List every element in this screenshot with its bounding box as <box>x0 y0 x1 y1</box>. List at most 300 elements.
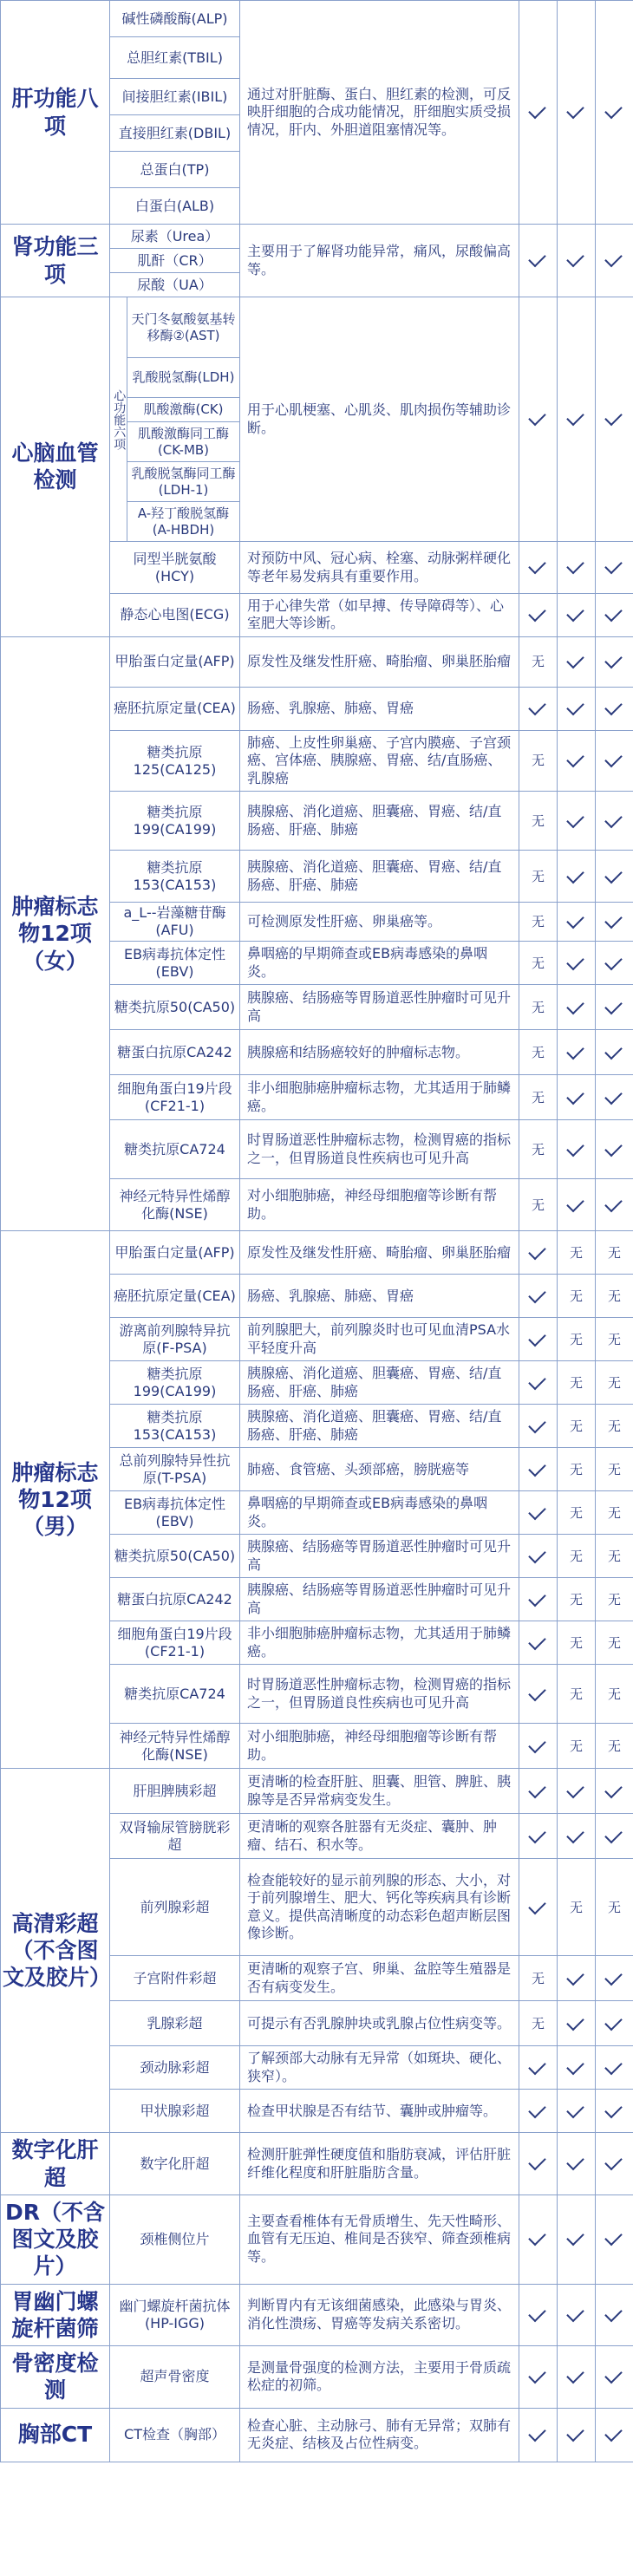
category-cell: 胃幽门螺旋杆菌筛 <box>1 2284 110 2346</box>
none-mark: 无 <box>607 1461 621 1477</box>
item-name: EB病毒抗体定性(EBV) <box>110 942 240 985</box>
item-name: 糖类抗原153(CA153) <box>110 1405 240 1448</box>
package-mark <box>596 1491 633 1535</box>
item-name: 甲状腺彩超 <box>110 2090 240 2133</box>
item-name: 细胞角蛋白19片段(CF21-1) <box>110 1075 240 1120</box>
package-mark <box>519 730 558 791</box>
package-mark <box>596 903 633 942</box>
package-mark <box>519 297 558 542</box>
item-description: 前列腺肥大，前列腺炎时也可见血清PSA水平轻度升高 <box>240 1318 519 1361</box>
check-icon <box>529 1686 548 1699</box>
package-mark <box>596 1621 633 1665</box>
package-mark <box>596 1179 633 1231</box>
package-mark <box>558 225 596 297</box>
check-icon <box>567 2231 586 2243</box>
item-description: 通过对肝脏酶、蛋白、胆红素的检测，可反映肝细胞的合成功能情况，肝细胞实质受损情况，肝内、外胆道阻塞情况等。 <box>240 1 519 225</box>
item-description: 时胃肠道恶性肿瘤标志物，检测胃癌的指标之一，但胃肠道良性疾病也可见升高 <box>240 1120 519 1179</box>
item-name: 超声骨密度 <box>110 2346 240 2409</box>
item-name: 乳腺彩超 <box>110 2001 240 2046</box>
check-icon <box>529 1332 548 1344</box>
item-name: 肌酸激酶同工酶(CK-MB) <box>127 422 240 462</box>
check-icon <box>529 411 548 423</box>
none-mark: 无 <box>569 1634 583 1651</box>
check-icon <box>567 813 586 825</box>
item-name: 肌酐（CR） <box>110 249 240 273</box>
package-mark <box>519 1724 558 1769</box>
package-mark <box>596 1405 633 1448</box>
none-mark: 无 <box>531 868 545 884</box>
check-icon <box>567 2307 586 2319</box>
table-row <box>1 297 633 358</box>
check-icon <box>605 1045 624 1057</box>
check-icon <box>529 1549 548 1561</box>
item-name: 乳酸脱氢酶同工酶(LDH-1) <box>127 462 240 502</box>
check-icon <box>567 2369 586 2381</box>
package-mark <box>519 851 558 903</box>
check-icon <box>605 955 624 968</box>
none-mark: 无 <box>607 1504 621 1521</box>
package-mark <box>558 1030 596 1075</box>
none-mark: 无 <box>569 1374 583 1391</box>
check-icon <box>605 2155 624 2168</box>
package-mark <box>558 2284 596 2346</box>
package-mark <box>558 2001 596 2046</box>
package-mark <box>519 1120 558 1179</box>
item-description: 肠癌、乳腺癌、肺癌、胃癌 <box>240 687 519 730</box>
none-mark: 无 <box>531 2015 545 2031</box>
check-icon <box>529 1375 548 1387</box>
check-icon <box>605 2427 624 2439</box>
package-mark <box>596 594 633 637</box>
package-mark <box>519 1814 558 1859</box>
package-mark <box>596 1724 633 1769</box>
check-icon <box>567 2016 586 2028</box>
none-mark: 无 <box>569 1244 583 1261</box>
package-mark <box>558 1318 596 1361</box>
check-icon <box>605 1000 624 1012</box>
package-mark <box>558 2346 596 2409</box>
item-name: 神经元特异性烯醇化酶(NSE) <box>110 1724 240 1769</box>
none-mark: 无 <box>607 1634 621 1651</box>
item-name: 肝胆脾胰彩超 <box>110 1769 240 1814</box>
package-mark <box>519 985 558 1030</box>
item-name: 糖类抗原153(CA153) <box>110 851 240 903</box>
item-description: 检查心脏、主动脉弓、肺有无异常；双肺有无炎症、结核及占位性病变。 <box>240 2408 519 2462</box>
item-name: 前列腺彩超 <box>110 1859 240 1956</box>
item-name: 甲胎蛋白定量(AFP) <box>110 1231 240 1275</box>
package-mark <box>519 1769 558 1814</box>
table-row <box>1 636 633 687</box>
table-row <box>1 2346 633 2409</box>
table-row <box>1 1 633 37</box>
item-description: 时胃肠道恶性肿瘤标志物，检测胃癌的指标之一，但胃肠道良性疾病也可见升高 <box>240 1665 519 1724</box>
item-description: 胰腺癌、消化道癌、胆囊癌、胃癌、结/直肠癌、肝癌、肺癌 <box>240 792 519 851</box>
check-icon <box>605 753 624 765</box>
package-mark <box>596 2090 633 2133</box>
category-cell: 肾功能三项 <box>1 225 110 297</box>
item-name: EB病毒抗体定性(EBV) <box>110 1491 240 1535</box>
check-icon <box>605 1142 624 1154</box>
package-mark <box>558 1814 596 1859</box>
check-icon <box>567 1197 586 1210</box>
package-mark <box>596 1 633 225</box>
package-mark <box>519 1535 558 1578</box>
check-icon <box>529 2231 548 2243</box>
check-icon <box>529 104 548 116</box>
item-name: 糖类抗原50(CA50) <box>110 1535 240 1578</box>
item-name: 碱性磷酸酶(ALP) <box>110 1 240 37</box>
check-icon <box>605 2369 624 2381</box>
category-cell: 肿瘤标志物12项（女） <box>1 636 110 1230</box>
package-mark <box>519 1405 558 1448</box>
check-icon <box>567 104 586 116</box>
item-name: 乳酸脱氢酶(LDH) <box>127 358 240 398</box>
package-mark <box>519 1665 558 1724</box>
package-mark <box>596 1956 633 2001</box>
item-name: 癌胚抗原定量(CEA) <box>110 687 240 730</box>
none-mark: 无 <box>607 1548 621 1564</box>
category-cell: 心脑血管检测 <box>1 297 110 637</box>
package-mark <box>519 594 558 637</box>
check-icon <box>567 701 586 713</box>
package-mark <box>596 2284 633 2346</box>
package-mark <box>558 1361 596 1405</box>
none-mark: 无 <box>531 1197 545 1213</box>
package-mark <box>519 2284 558 2346</box>
check-icon <box>567 955 586 968</box>
check-icon <box>529 559 548 571</box>
package-mark <box>596 730 633 791</box>
package-mark <box>519 542 558 594</box>
item-description: 胰腺癌、结肠癌等胃肠道恶性肿瘤时可见升高 <box>240 1578 519 1621</box>
check-icon <box>529 1462 548 1474</box>
item-description: 胰腺癌和结肠癌较好的肿瘤标志物。 <box>240 1030 519 1075</box>
package-mark <box>519 942 558 985</box>
item-description: 胰腺癌、消化道癌、胆囊癌、胃癌、结/直肠癌、肝癌、肺癌 <box>240 1405 519 1448</box>
item-name: 静态心电图(ECG) <box>110 594 240 637</box>
package-mark <box>558 1578 596 1621</box>
item-description: 对小细胞肺癌，神经母细胞瘤等诊断有帮助。 <box>240 1179 519 1231</box>
package-mark <box>596 1665 633 1724</box>
item-name: 糖蛋白抗原CA242 <box>110 1578 240 1621</box>
none-mark: 无 <box>607 1418 621 1434</box>
check-icon <box>605 869 624 881</box>
package-mark <box>596 792 633 851</box>
category-cell: DR（不含图文及胶片） <box>1 2194 110 2284</box>
none-mark: 无 <box>607 1244 621 1261</box>
check-icon <box>605 1971 624 1983</box>
item-name: 糖类抗原50(CA50) <box>110 985 240 1030</box>
package-mark <box>558 1275 596 1318</box>
package-mark <box>519 1621 558 1665</box>
check-icon <box>529 1738 548 1751</box>
package-mark <box>558 1859 596 1956</box>
package-mark <box>558 594 596 637</box>
none-mark: 无 <box>607 1288 621 1304</box>
item-name: 糖类抗原CA724 <box>110 1120 240 1179</box>
package-mark <box>519 1179 558 1231</box>
package-mark <box>596 2133 633 2195</box>
package-mark <box>596 2001 633 2046</box>
none-mark: 无 <box>531 654 545 670</box>
none-mark: 无 <box>531 955 545 971</box>
item-description: 检测肝脏弹性硬度值和脂肪衰减，评估肝脏纤维化程度和肝脏脂肪含量。 <box>240 2133 519 2195</box>
check-icon <box>605 2307 624 2319</box>
package-mark <box>558 1491 596 1535</box>
package-mark <box>558 903 596 942</box>
check-icon <box>605 2016 624 2028</box>
none-mark: 无 <box>569 1548 583 1564</box>
category-cell: 骨密度检测 <box>1 2346 110 2409</box>
package-mark <box>558 636 596 687</box>
check-icon <box>605 654 624 666</box>
item-name: 游离前列腺特异抗原(F-PSA) <box>110 1318 240 1361</box>
item-description: 对预防中风、冠心病、栓塞、动脉粥样硬化等老年易发病具有重要作用。 <box>240 542 519 594</box>
item-name: 糖类抗原199(CA199) <box>110 1361 240 1405</box>
check-icon <box>529 2427 548 2439</box>
package-mark <box>596 1075 633 1120</box>
check-icon <box>605 813 624 825</box>
check-icon <box>529 1900 548 1912</box>
check-icon <box>567 1090 586 1102</box>
none-mark: 无 <box>569 1686 583 1702</box>
package-mark <box>519 1075 558 1120</box>
item-name: a_L--岩藻糖苷酶(AFU) <box>110 903 240 942</box>
check-icon <box>529 1245 548 1257</box>
check-icon <box>529 1592 548 1604</box>
item-name: 白蛋白(ALB) <box>110 188 240 225</box>
package-mark <box>596 851 633 903</box>
check-icon <box>529 701 548 713</box>
item-description: 原发性及继发性肝癌、畸胎瘤、卵巢胚胎瘤 <box>240 1231 519 1275</box>
package-mark <box>558 1769 596 1814</box>
package-mark <box>519 687 558 730</box>
item-name: 总前列腺特异性抗原(T-PSA) <box>110 1448 240 1491</box>
item-description: 更清晰的观察子宫、卵巢、盆腔等生殖器是否有病变发生。 <box>240 1956 519 2001</box>
item-description: 非小细胞肺癌肿瘤标志物，尤其适用于肺鳞癌。 <box>240 1621 519 1665</box>
package-mark <box>519 1578 558 1621</box>
check-icon <box>529 1505 548 1517</box>
check-icon <box>605 252 624 264</box>
item-name: 细胞角蛋白19片段(CF21-1) <box>110 1621 240 1665</box>
package-mark <box>596 1769 633 1814</box>
check-icon <box>529 1418 548 1431</box>
item-description: 鼻咽癌的早期筛查或EB病毒感染的鼻咽炎。 <box>240 1491 519 1535</box>
package-mark <box>596 1814 633 1859</box>
package-mark <box>596 1318 633 1361</box>
item-name: 甲胎蛋白定量(AFP) <box>110 636 240 687</box>
check-icon <box>567 869 586 881</box>
category-cell: 胸部CT <box>1 2408 110 2462</box>
item-description: 了解颈部大动脉有无异常（如斑块、硬化、狭窄）。 <box>240 2046 519 2090</box>
package-mark <box>596 297 633 542</box>
item-name: 总胆红素(TBIL) <box>110 37 240 79</box>
check-icon <box>567 1971 586 1983</box>
package-mark <box>596 1030 633 1075</box>
package-mark <box>558 2133 596 2195</box>
item-name: 颈椎侧位片 <box>110 2194 240 2284</box>
item-name: 数字化肝超 <box>110 2133 240 2195</box>
package-mark <box>596 1535 633 1578</box>
table-row <box>1 2194 633 2284</box>
table-row <box>1 2408 633 2462</box>
item-name: 糖类抗原125(CA125) <box>110 730 240 791</box>
check-icon <box>605 1090 624 1102</box>
item-description: 肺癌、食管癌、头颈部癌，膀胱癌等 <box>240 1448 519 1491</box>
table-row <box>1 1769 633 1814</box>
package-mark <box>558 792 596 851</box>
item-name: 糖类抗原199(CA199) <box>110 792 240 851</box>
table-row <box>1 1231 633 1275</box>
package-mark <box>519 1859 558 1956</box>
none-mark: 无 <box>607 1591 621 1608</box>
package-mark <box>519 2046 558 2090</box>
package-mark <box>519 792 558 851</box>
package-mark <box>519 2001 558 2046</box>
item-name: 总蛋白(TP) <box>110 152 240 188</box>
package-mark <box>519 2408 558 2462</box>
none-mark: 无 <box>569 1331 583 1347</box>
check-icon <box>605 607 624 619</box>
item-description: 用于心肌梗塞、心肌炎、肌肉损伤等辅助诊断。 <box>240 297 519 542</box>
item-description: 更清晰的检查肝脏、胆囊、胆管、脾脏、胰腺等是否异常病变发生。 <box>240 1769 519 1814</box>
package-mark <box>519 1275 558 1318</box>
package-mark <box>519 1030 558 1075</box>
package-mark <box>558 1231 596 1275</box>
check-icon <box>529 1288 548 1301</box>
item-description: 非小细胞肺癌肿瘤标志物，尤其适用于肺鳞癌。 <box>240 1075 519 1120</box>
package-mark <box>519 1956 558 2001</box>
check-icon <box>567 1829 586 1841</box>
item-description: 更清晰的观察各脏器有无炎症、囊肿、肿瘤、结石、积水等。 <box>240 1814 519 1859</box>
package-mark <box>596 1578 633 1621</box>
package-mark <box>596 2408 633 2462</box>
check-icon <box>567 2060 586 2072</box>
package-mark <box>558 1075 596 1120</box>
check-icon <box>529 607 548 619</box>
none-mark: 无 <box>569 1738 583 1754</box>
none-mark: 无 <box>607 1686 621 1702</box>
package-mark <box>519 1448 558 1491</box>
category-cell: 高清彩超（不含图文及胶片） <box>1 1769 110 2133</box>
check-icon <box>567 753 586 765</box>
check-icon <box>529 1829 548 1841</box>
none-mark: 无 <box>607 1374 621 1391</box>
item-name: 间接胆红素(IBIL) <box>110 79 240 115</box>
check-icon <box>605 701 624 713</box>
package-mark <box>596 1859 633 1956</box>
item-description: 用于心律失常（如早搏、传导障碍等）、心室肥大等诊断。 <box>240 594 519 637</box>
item-name: 直接胆红素(DBIL) <box>110 115 240 152</box>
package-mark <box>558 2090 596 2133</box>
item-description: 对小细胞肺癌，神经母细胞瘤等诊断有帮助。 <box>240 1724 519 1769</box>
none-mark: 无 <box>531 914 545 930</box>
item-description: 肠癌、乳腺癌、肺癌、胃癌 <box>240 1275 519 1318</box>
none-mark: 无 <box>569 1504 583 1521</box>
item-name: 天门冬氨酸氨基转移酶②(AST) <box>127 297 240 358</box>
package-mark <box>596 942 633 985</box>
none-mark: 无 <box>569 1418 583 1434</box>
check-icon <box>605 2231 624 2243</box>
category-cell: 肿瘤标志物12项（男） <box>1 1231 110 1769</box>
none-mark: 无 <box>531 999 545 1015</box>
item-name: 同型半胱氨酸(HCY) <box>110 542 240 594</box>
package-mark <box>558 942 596 985</box>
item-description: 是测量骨强度的检测方法，主要用于骨质疏松症的初筛。 <box>240 2346 519 2409</box>
table-row <box>1 2284 633 2346</box>
package-mark <box>519 2194 558 2284</box>
table-row <box>1 225 633 249</box>
item-name: 肌酸激酶(CK) <box>127 398 240 422</box>
item-description: 可提示有否乳腺肿块或乳腺占位性病变等。 <box>240 2001 519 2046</box>
package-mark <box>558 1535 596 1578</box>
item-name: 神经元特异性烯醇化酶(NSE) <box>110 1179 240 1231</box>
subcategory-cell: 心功能六项 <box>110 297 127 542</box>
item-name: 颈动脉彩超 <box>110 2046 240 2090</box>
item-description: 判断胃内有无该细菌感染，此感染与胃炎、消化性溃疡、胃癌等发病关系密切。 <box>240 2284 519 2346</box>
package-mark <box>558 2408 596 2462</box>
none-mark: 无 <box>569 1288 583 1304</box>
item-description: 检查甲状腺是否有结节、囊肿或肿瘤等。 <box>240 2090 519 2133</box>
table-row <box>1 2133 633 2195</box>
check-icon <box>567 1045 586 1057</box>
item-name: 双肾输尿管膀胱彩超 <box>110 1814 240 1859</box>
package-mark <box>558 2194 596 2284</box>
package-mark <box>519 2090 558 2133</box>
package-mark <box>558 1120 596 1179</box>
check-icon <box>567 1000 586 1012</box>
category-cell: 数字化肝超 <box>1 2133 110 2195</box>
item-name: 糖蛋白抗原CA242 <box>110 1030 240 1075</box>
check-icon <box>605 1197 624 1210</box>
item-name: 幽门螺旋杆菌抗体(HP-IGG) <box>110 2284 240 2346</box>
check-icon <box>605 1829 624 1841</box>
check-icon <box>529 2369 548 2381</box>
package-mark <box>558 851 596 903</box>
item-description: 可检测原发性肝癌、卵巢癌等。 <box>240 903 519 942</box>
item-name: 尿酸（UA） <box>110 273 240 297</box>
check-icon <box>567 2103 586 2116</box>
none-mark: 无 <box>531 753 545 769</box>
item-description: 检查能较好的显示前列腺的形态、大小，对于前列腺增生、肥大、钙化等疾病具有诊断意义。提供高清晰度的动态彩色超声断层图像诊断。 <box>240 1859 519 1956</box>
item-description: 胰腺癌、消化道癌、胆囊癌、胃癌、结/直肠癌、肝癌、肺癌 <box>240 1361 519 1405</box>
package-mark <box>558 1956 596 2001</box>
package-mark <box>519 903 558 942</box>
package-mark <box>596 1448 633 1491</box>
check-icon <box>529 2155 548 2168</box>
package-mark <box>596 225 633 297</box>
package-mark <box>558 1 596 225</box>
item-description: 肺癌、上皮性卵巢癌、子宫内膜癌、子宫颈癌、宫体癌、胰腺癌、胃癌、结/直肠癌、乳腺癌 <box>240 730 519 791</box>
package-mark <box>596 1275 633 1318</box>
package-mark <box>596 985 633 1030</box>
package-mark <box>519 1491 558 1535</box>
none-mark: 无 <box>531 1141 545 1158</box>
package-mark <box>519 636 558 687</box>
package-mark <box>558 687 596 730</box>
check-icon <box>605 2103 624 2116</box>
check-icon <box>605 2060 624 2072</box>
package-mark <box>596 1120 633 1179</box>
package-mark <box>558 730 596 791</box>
package-mark <box>596 2194 633 2284</box>
none-mark: 无 <box>531 1044 545 1060</box>
item-description: 主要查看椎体有无骨质增生、先天性畸形、血管有无压迫、椎间是否狭窄、筛查颈椎病等。 <box>240 2194 519 2284</box>
none-mark: 无 <box>569 1461 583 1477</box>
check-icon <box>567 914 586 926</box>
package-mark <box>558 985 596 1030</box>
check-icon <box>605 559 624 571</box>
